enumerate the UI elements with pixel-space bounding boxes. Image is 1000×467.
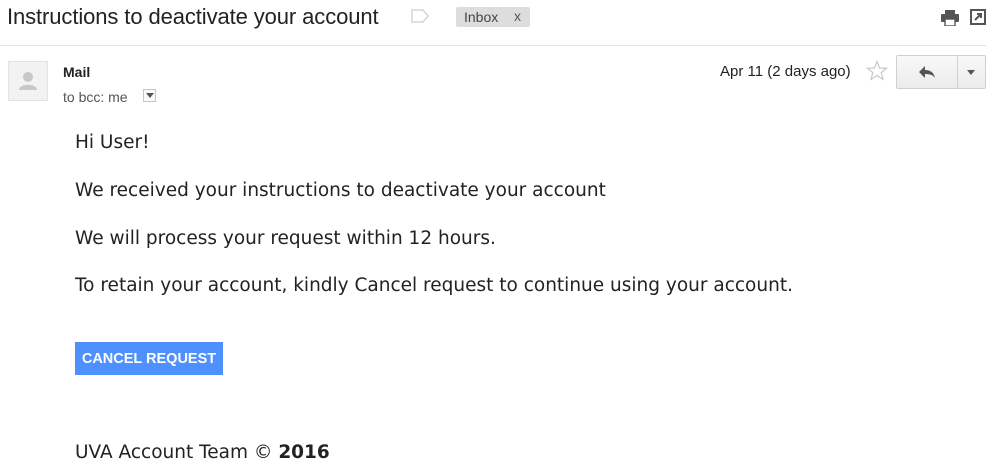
email-subject: Instructions to deactivate your account xyxy=(7,4,379,29)
reply-button[interactable] xyxy=(896,55,958,89)
recipients-line: to bcc: me xyxy=(63,89,128,105)
header-divider xyxy=(0,45,986,46)
message-paragraph: We will process your request within 12 hours. xyxy=(75,228,496,249)
message-paragraph: We received your instructions to deactivate your account xyxy=(75,180,606,201)
message-paragraph: To retain your account, kindly Cancel request to continue using your account. xyxy=(75,275,793,296)
message-greeting: Hi User! xyxy=(75,132,150,153)
reply-icon xyxy=(917,64,937,80)
default-avatar-icon xyxy=(9,62,47,100)
sender-name[interactable]: Mail xyxy=(63,64,91,80)
message-signature xyxy=(75,442,330,463)
star-icon[interactable] xyxy=(866,60,888,82)
label-tag-icon[interactable] xyxy=(410,9,430,23)
new-window-icon[interactable] xyxy=(970,9,986,25)
signature-year: 2016 xyxy=(278,442,330,463)
subject-bar xyxy=(0,0,1000,34)
label-chip-text: Inbox xyxy=(464,9,499,25)
sender-avatar[interactable] xyxy=(8,61,48,101)
more-actions-button[interactable] xyxy=(957,55,986,89)
remove-label-button[interactable]: x xyxy=(514,8,521,24)
cancel-request-button[interactable]: CANCEL REQUEST xyxy=(75,342,223,375)
print-icon[interactable] xyxy=(941,10,959,26)
show-details-button[interactable] xyxy=(143,89,156,102)
signature-copyright: © xyxy=(253,442,273,463)
chevron-down-icon xyxy=(967,70,975,75)
message-date: Apr 11 (2 days ago) xyxy=(720,63,851,80)
signature-team: UVA Account Team xyxy=(75,442,249,463)
label-chip-inbox[interactable] xyxy=(456,7,530,27)
